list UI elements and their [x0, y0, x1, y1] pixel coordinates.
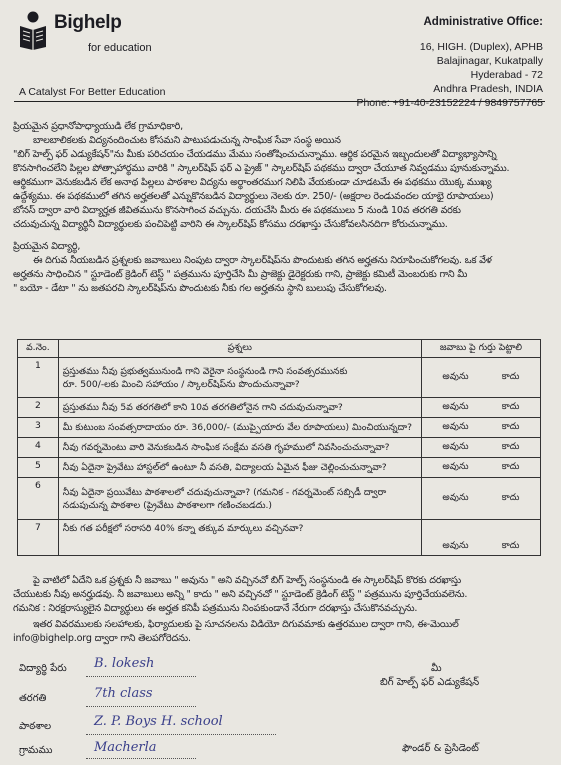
question-cell — [58, 398, 421, 418]
question-cell — [58, 458, 421, 478]
para1-line: "బిగ్ హెల్ప్ ఫర్ ఎడ్యుకేషన్"ను మీకు పరిచయం చేయడము మేము సంతోషించుచున్నాము. ఆర్థిక పరమైన ఇబ్బందులతో విద్యాభ్యాసాన్ని — [13, 149, 497, 160]
question-cell — [58, 438, 421, 458]
field-label-student-name: విద్యార్థి పేరు — [19, 663, 67, 674]
row-number: 2 — [18, 398, 59, 418]
book-logo-icon — [18, 10, 48, 50]
question-text: నీవు ఏదైనా ప్రైవేటు హాస్టల్‌లో ఉంటూ నీ వసతి, విద్యాలయ ఏమైన ఫీజు చెల్లించుచున్నావా? — [62, 462, 387, 473]
field-label-class: తరగతి — [19, 693, 47, 704]
signature-org: బిగ్ హెల్ప్ ఫర్ ఎడ్యుకేషన్ — [380, 677, 480, 688]
field-label-school: పాఠశాల — [19, 721, 52, 732]
brand-subtitle: for education — [88, 42, 152, 54]
office-title: Administrative Office: — [423, 16, 543, 28]
question-text: నీవు గవర్నమెంటు వారి వెనుకబడిన సాంఘిక సంక్షేమ వసతి గృహములో నివసించుచున్నావా? — [62, 442, 390, 453]
note-contact-line: info@bighelp.org ద్వారా గాని తెలపగోరెదను. — [13, 633, 191, 644]
answer-no-option[interactable]: కాదు — [501, 461, 520, 472]
answer-yes-option[interactable]: అవును — [442, 461, 469, 472]
note-line: గమనిక : నిరక్షరాస్యులైన విద్యార్థులు ఈ అర్హత కనిపీ పత్రమును నింపకుండానే నేరుగా దరఖాస్తు చేసుకొనవచ్చును. — [13, 603, 418, 614]
answer-cell — [421, 398, 540, 418]
table-row — [18, 458, 541, 478]
office-phone: Phone: +91-40-23152224 / 9849757765 — [356, 97, 543, 109]
note-line: ఇతర వివరములకు సలహాలకు, ఫిర్యాదులకు పై సూచనలను విడియో దిగువమాకు ఉత్తరముల ద్వారా గాని, ఈ-మెయిల్ — [33, 619, 459, 630]
office-line: Hyderabad - 72 — [470, 69, 543, 81]
field-line — [86, 706, 196, 707]
question-text: ప్రస్తుతము నీవు 5వ తరగతిలో కాని 10వ తరగతిలోనైన గాని చదువుచున్నావా? — [62, 402, 343, 413]
row-number: 1 — [18, 358, 59, 398]
student-name-value[interactable]: B. lokesh — [94, 656, 155, 671]
signature-title: ఫౌండర్ & ప్రెసిడెంట్ — [402, 743, 479, 754]
office-line: 16, HIGH. (Duplex), APHB — [419, 41, 543, 53]
col-header-questions: ప్రశ్నలు — [58, 340, 421, 358]
table-row — [18, 520, 541, 556]
answer-yes-option[interactable]: అవును — [442, 421, 469, 432]
row-number: 6 — [18, 478, 59, 520]
brand-name: Bighelp — [54, 12, 122, 33]
answer-no-option[interactable]: కాదు — [501, 441, 520, 452]
answer-no-option[interactable]: కాదు — [501, 540, 520, 551]
answer-no-option[interactable]: కాదు — [501, 492, 520, 503]
field-line — [86, 758, 196, 759]
row-number: 3 — [18, 418, 59, 438]
answer-yes-option[interactable]: అవును — [442, 540, 469, 551]
office-line: Balajinagar, Kukatpally — [436, 55, 543, 67]
answer-no-option[interactable]: కాదు — [501, 371, 520, 382]
note-line: పై వాటిలో ఏదేని ఒక ప్రశ్నకు నీ జవాబు " అవును " అని వచ్చినచో బిగ్ హెల్ప్ సంస్థనుండి ఈ స్కాలర్‌షిప్ కొరకు దరఖాస్తు — [33, 575, 462, 586]
answer-no-option[interactable]: కాదు — [501, 421, 520, 432]
signature-line1: మీ — [431, 663, 442, 674]
para1-line: బోనస్ ద్వారా వారి విద్యార్హత జీవితమును కొనసాగించ వచ్చును. దయచేసి మీరు ఈ పథకములు 5 నుండి 10వ తరగతి వరకు — [13, 205, 461, 216]
salutation-student: ప్రియమైన విద్యార్థి, — [13, 241, 81, 252]
table-header-row — [18, 340, 541, 358]
question-text: నీవు ఏదైనా ప్రయివేటు పాఠశాలలో చదువుచున్నావా? (గమనిక - గవర్నమెంట్ సబ్సిడీ ద్వారా — [62, 486, 387, 498]
tagline: A Catalyst For Better Education — [19, 86, 166, 98]
answer-cell — [421, 358, 540, 398]
col-header-serial: వ.నెం. — [18, 340, 59, 358]
para2-line: " బయో - డేటా " ను జతపరచి స్కాలర్‌షిప్‌ను పొందుటకు నీకు గల అర్హతను స్థాని బులుపు చేసుకోగలవు. — [13, 283, 387, 294]
field-line — [86, 676, 196, 677]
question-text: నడుపుచున్న పాఠశాల (ప్రైవేటు పాఠశాలగా గణించబడదు.) — [62, 499, 273, 511]
answer-no-option[interactable]: కాదు — [501, 401, 520, 412]
question-cell — [58, 358, 421, 398]
para1-line: బాలబాలికలకు విద్యనందించుట కోసమని పాటుపడుచున్న సాంఘిక సేవా సంస్థ అయిన — [33, 135, 341, 146]
class-value[interactable]: 7th class — [94, 686, 153, 701]
table-row — [18, 418, 541, 438]
answer-cell — [421, 458, 540, 478]
salutation-headmaster: ప్రియమైన ప్రధానోపాధ్యాయుడి లేక గ్రామాధికారి, — [13, 121, 183, 132]
question-cell — [58, 418, 421, 438]
row-number: 4 — [18, 438, 59, 458]
table-row — [18, 478, 541, 520]
table-row — [18, 398, 541, 418]
answer-yes-option[interactable]: అవును — [442, 441, 469, 452]
answer-cell — [421, 520, 540, 556]
office-line: Andhra Pradesh, INDIA — [433, 83, 543, 95]
para2-line: అర్హతను సాధించిన " స్టూడెంట్ క్రెడింగ్ టెస్ట్ " పత్రమును పూర్తిచేసి మీ ప్రాజెక్టు డైరెక్టరుకు గాని, ప్రాజెక్టు కమిటీ మెంబరుకు గాని మీ — [13, 269, 468, 280]
question-text: మీ కుటుంబ సంవత్సరాదాయం రూ. 36,000/- (ముప్పైయారు వేల రూపాయలు) మించియున్నదా? — [62, 422, 413, 433]
question-cell — [58, 478, 421, 520]
para1-line: ఆర్థికముగా వెనుకబడిన లేక అనాథ పిల్లలు పాఠశాల విద్యను అర్థాంతరముగ నిలిపి వేయకుండా చూడటమే ఈ పథకము యొక్క ముఖ్య — [13, 177, 492, 188]
para1-line: కొనసాగించలేని పిల్లల పోత్సాహార్థము వారికి " స్కాలర్‌షిప్ ఫర్ ఎ ప్రైజ్ " స్కాలర్‌షిప్ పథకము ద్వారా చేయూత నివ్వడము పూనుకున్నాము. — [13, 163, 510, 174]
table-row — [18, 358, 541, 398]
answer-yes-option[interactable]: అవును — [442, 401, 469, 412]
question-text: నీకు గత పరీక్షలో సరాసరి 40% కన్నా తక్కువ మార్కులు వచ్చినవా? — [62, 523, 304, 534]
col-header-answer: జవాబు పై గుర్తు పెట్టాలి — [421, 340, 540, 358]
para2-line: ఈ దిగువ నీయబడిన ప్రశ్నలకు జవాబులు నింపుట ద్వారా స్కాలర్‌షిప్‌ను పొందుటకు తగిన అర్హతను నిరూపించుకోగలవు. ఒక వేళ — [33, 255, 492, 266]
field-label-village: గ్రామము — [19, 745, 53, 756]
village-value[interactable]: Macherla — [94, 740, 157, 755]
answer-cell — [421, 478, 540, 520]
row-number: 7 — [18, 520, 59, 556]
question-text: ప్రస్తుతము నీవు ప్రభుత్వమునుండి గాని వెరైనా సంస్థనుండి గాని సంవత్సరమునకు — [62, 365, 348, 377]
table-row — [18, 438, 541, 458]
answer-yes-option[interactable]: అవును — [442, 492, 469, 503]
header-divider — [14, 101, 545, 102]
answer-cell — [421, 438, 540, 458]
answer-cell — [421, 418, 540, 438]
question-cell — [58, 520, 421, 556]
para1-line: చదువుచున్న విద్యార్థినీ విద్యార్థులకు పంచిపెట్టి వారిని ఈ స్కాలర్‌షిప్ కోసము దరఖాస్తు చేసుకోవలసినదిగా కోరుచున్నాము. — [13, 219, 448, 230]
row-number: 5 — [18, 458, 59, 478]
field-line — [86, 734, 276, 735]
eligibility-table — [17, 339, 541, 556]
answer-yes-option[interactable]: అవును — [442, 371, 469, 382]
note-line: చేయుటకు నీవు అనర్హుడవు. నీ జవాబులు అన్ని " కాదు " అని వచ్చినచో " స్టూడెంట్ క్రెడింగ్ టెస్ట్ " పత్రమును పూర్తిచేయవలెను. — [13, 589, 468, 600]
school-value[interactable]: Z. P. Boys H. school — [94, 714, 223, 729]
question-text: రూ. 500/-లకు మించి సహాయం / స్కాలర్‌షిప్‌ను పొందుచున్నావా? — [62, 378, 300, 390]
office-address — [313, 15, 543, 110]
para1-line: ఉద్దేశ్యము. ఈ పథకములో తగిన అర్హతలతో ఎన్నుకొనబడిన విద్యార్థులు నెలకు రూ. 250/- (అక్షరాల రెండువందల యాభై రూపాయలు) — [13, 191, 494, 202]
